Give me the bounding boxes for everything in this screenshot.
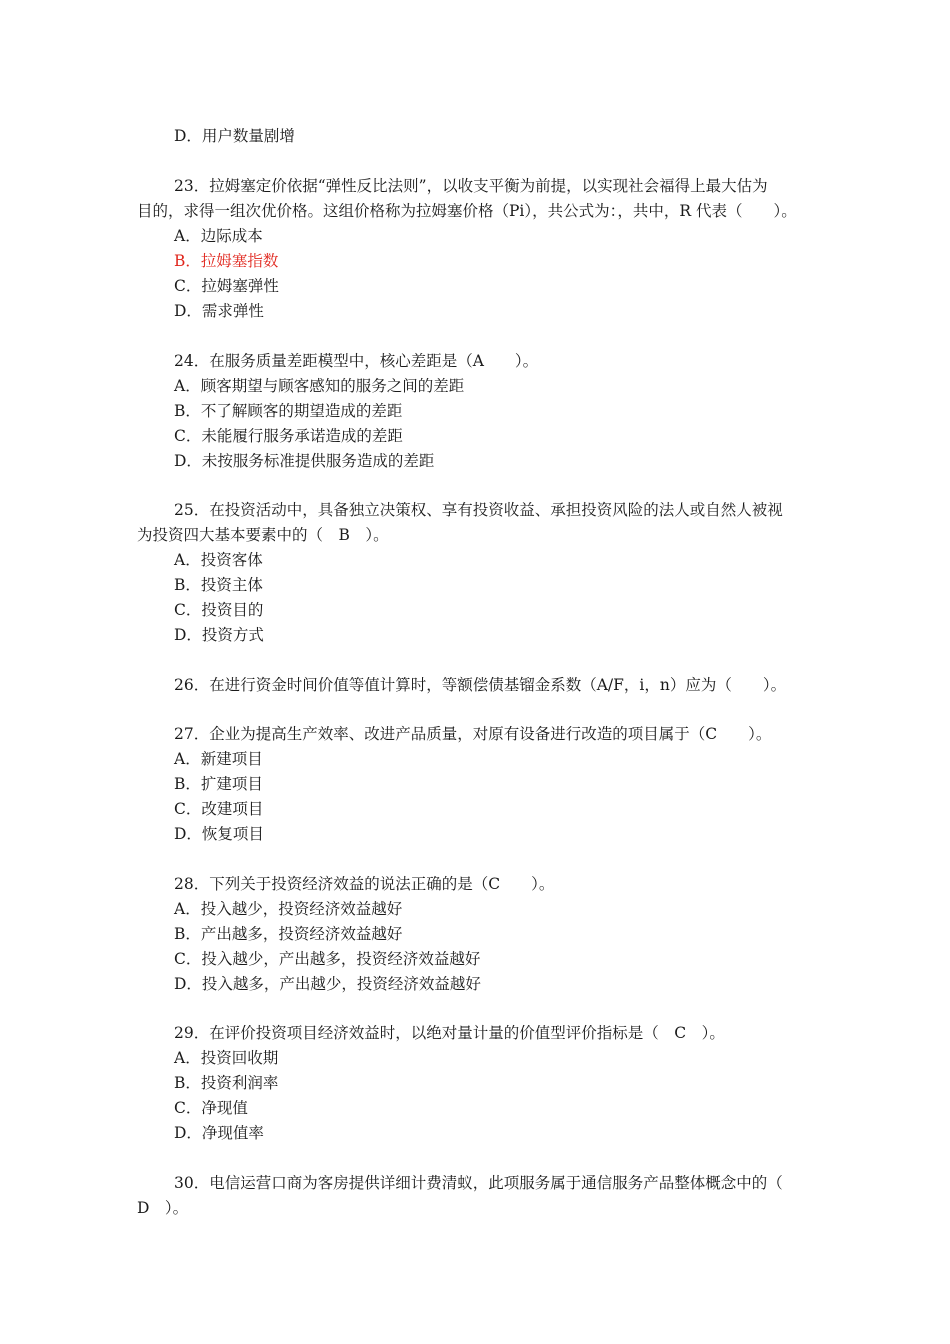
q29-option-c: C．净现值 bbox=[174, 1099, 248, 1117]
q23-stem-line2: 目的，求得一组次优价格。这组价格称为拉姆塞价格（Pi），共公式为：，共中，R 代表（ ）。 bbox=[137, 202, 797, 220]
q28-option-a: A．投入越少，投资经济效益越好 bbox=[174, 900, 403, 918]
q26-stem: 26．在进行资金时间价值等值计算时，等额偿债基镏金系数（A/F，i，n）应为（ ）。 bbox=[174, 676, 787, 694]
q28-option-c: C．投入越少，产出越多，投资经济效益越好 bbox=[174, 950, 481, 968]
q27-option-b: B．扩建项目 bbox=[174, 775, 263, 793]
q30-stem-line1: 30．电信运营口商为客房提供详细计费清蚁，此项服务属于通信服务产品整体概念中的（ bbox=[174, 1174, 783, 1192]
q23-option-c: C．拉姆塞弹性 bbox=[174, 277, 279, 295]
q25-option-a: A．投资客体 bbox=[174, 551, 263, 569]
q25-option-b: B．投资主体 bbox=[174, 576, 263, 594]
q27-option-d: D．恢复项目 bbox=[174, 825, 264, 843]
q29-option-b: B．投资利润率 bbox=[174, 1074, 279, 1092]
q27-option-a: A．新建项目 bbox=[174, 750, 263, 768]
q23-option-a: A．边际成本 bbox=[174, 227, 263, 245]
q24-option-a: A．顾客期望与顾客感知的服务之间的差距 bbox=[174, 377, 465, 395]
q29-stem: 29．在评价投资项目经济效益时，以绝对量计量的价值型评价指标是（ C ）。 bbox=[174, 1024, 725, 1042]
q29-option-d: D．净现值率 bbox=[174, 1124, 264, 1142]
q30-stem-line2: D ）。 bbox=[137, 1199, 189, 1217]
q28-option-d: D．投入越多，产出越少，投资经济效益越好 bbox=[174, 975, 481, 993]
q27-option-c: C．改建项目 bbox=[174, 800, 264, 818]
q23-option-b-highlighted: B．拉姆塞指数 bbox=[174, 252, 279, 270]
q25-stem-line1: 25．在投资活动中，具备独立决策权、享有投资收益、承担投资风险的法人或自然人被视 bbox=[174, 501, 783, 519]
q27-stem: 27．企业为提高生产效率、改进产品质量，对原有设备进行改造的项目属于（C ）。 bbox=[174, 725, 772, 743]
q23-option-d: D．需求弹性 bbox=[174, 302, 264, 320]
q25-option-c: C．投资目的 bbox=[174, 601, 264, 619]
q25-option-d: D．投资方式 bbox=[174, 626, 264, 644]
q24-stem: 24．在服务质量差距模型中，核心差距是（A ）。 bbox=[174, 352, 539, 370]
q29-option-a: A．投资回收期 bbox=[174, 1049, 279, 1067]
q28-stem: 28．下列关于投资经济效益的说法正确的是（C ）。 bbox=[174, 875, 555, 893]
q22-option-d: D．用户数量剧增 bbox=[174, 127, 295, 145]
q23-stem-line1: 23．拉姆塞定价依据“弹性反比法则”，以收支平衡为前提，以实现社会福得上最大估为 bbox=[174, 177, 768, 195]
q24-option-b: B．不了解顾客的期望造成的差距 bbox=[174, 402, 403, 420]
q24-option-d: D．未按服务标准提供服务造成的差距 bbox=[174, 452, 435, 470]
q25-stem-line2: 为投资四大基本要素中的（ B ）。 bbox=[137, 526, 389, 544]
q24-option-c: C．未能履行服务承诺造成的差距 bbox=[174, 427, 403, 445]
q28-option-b: B．产出越多，投资经济效益越好 bbox=[174, 925, 403, 943]
